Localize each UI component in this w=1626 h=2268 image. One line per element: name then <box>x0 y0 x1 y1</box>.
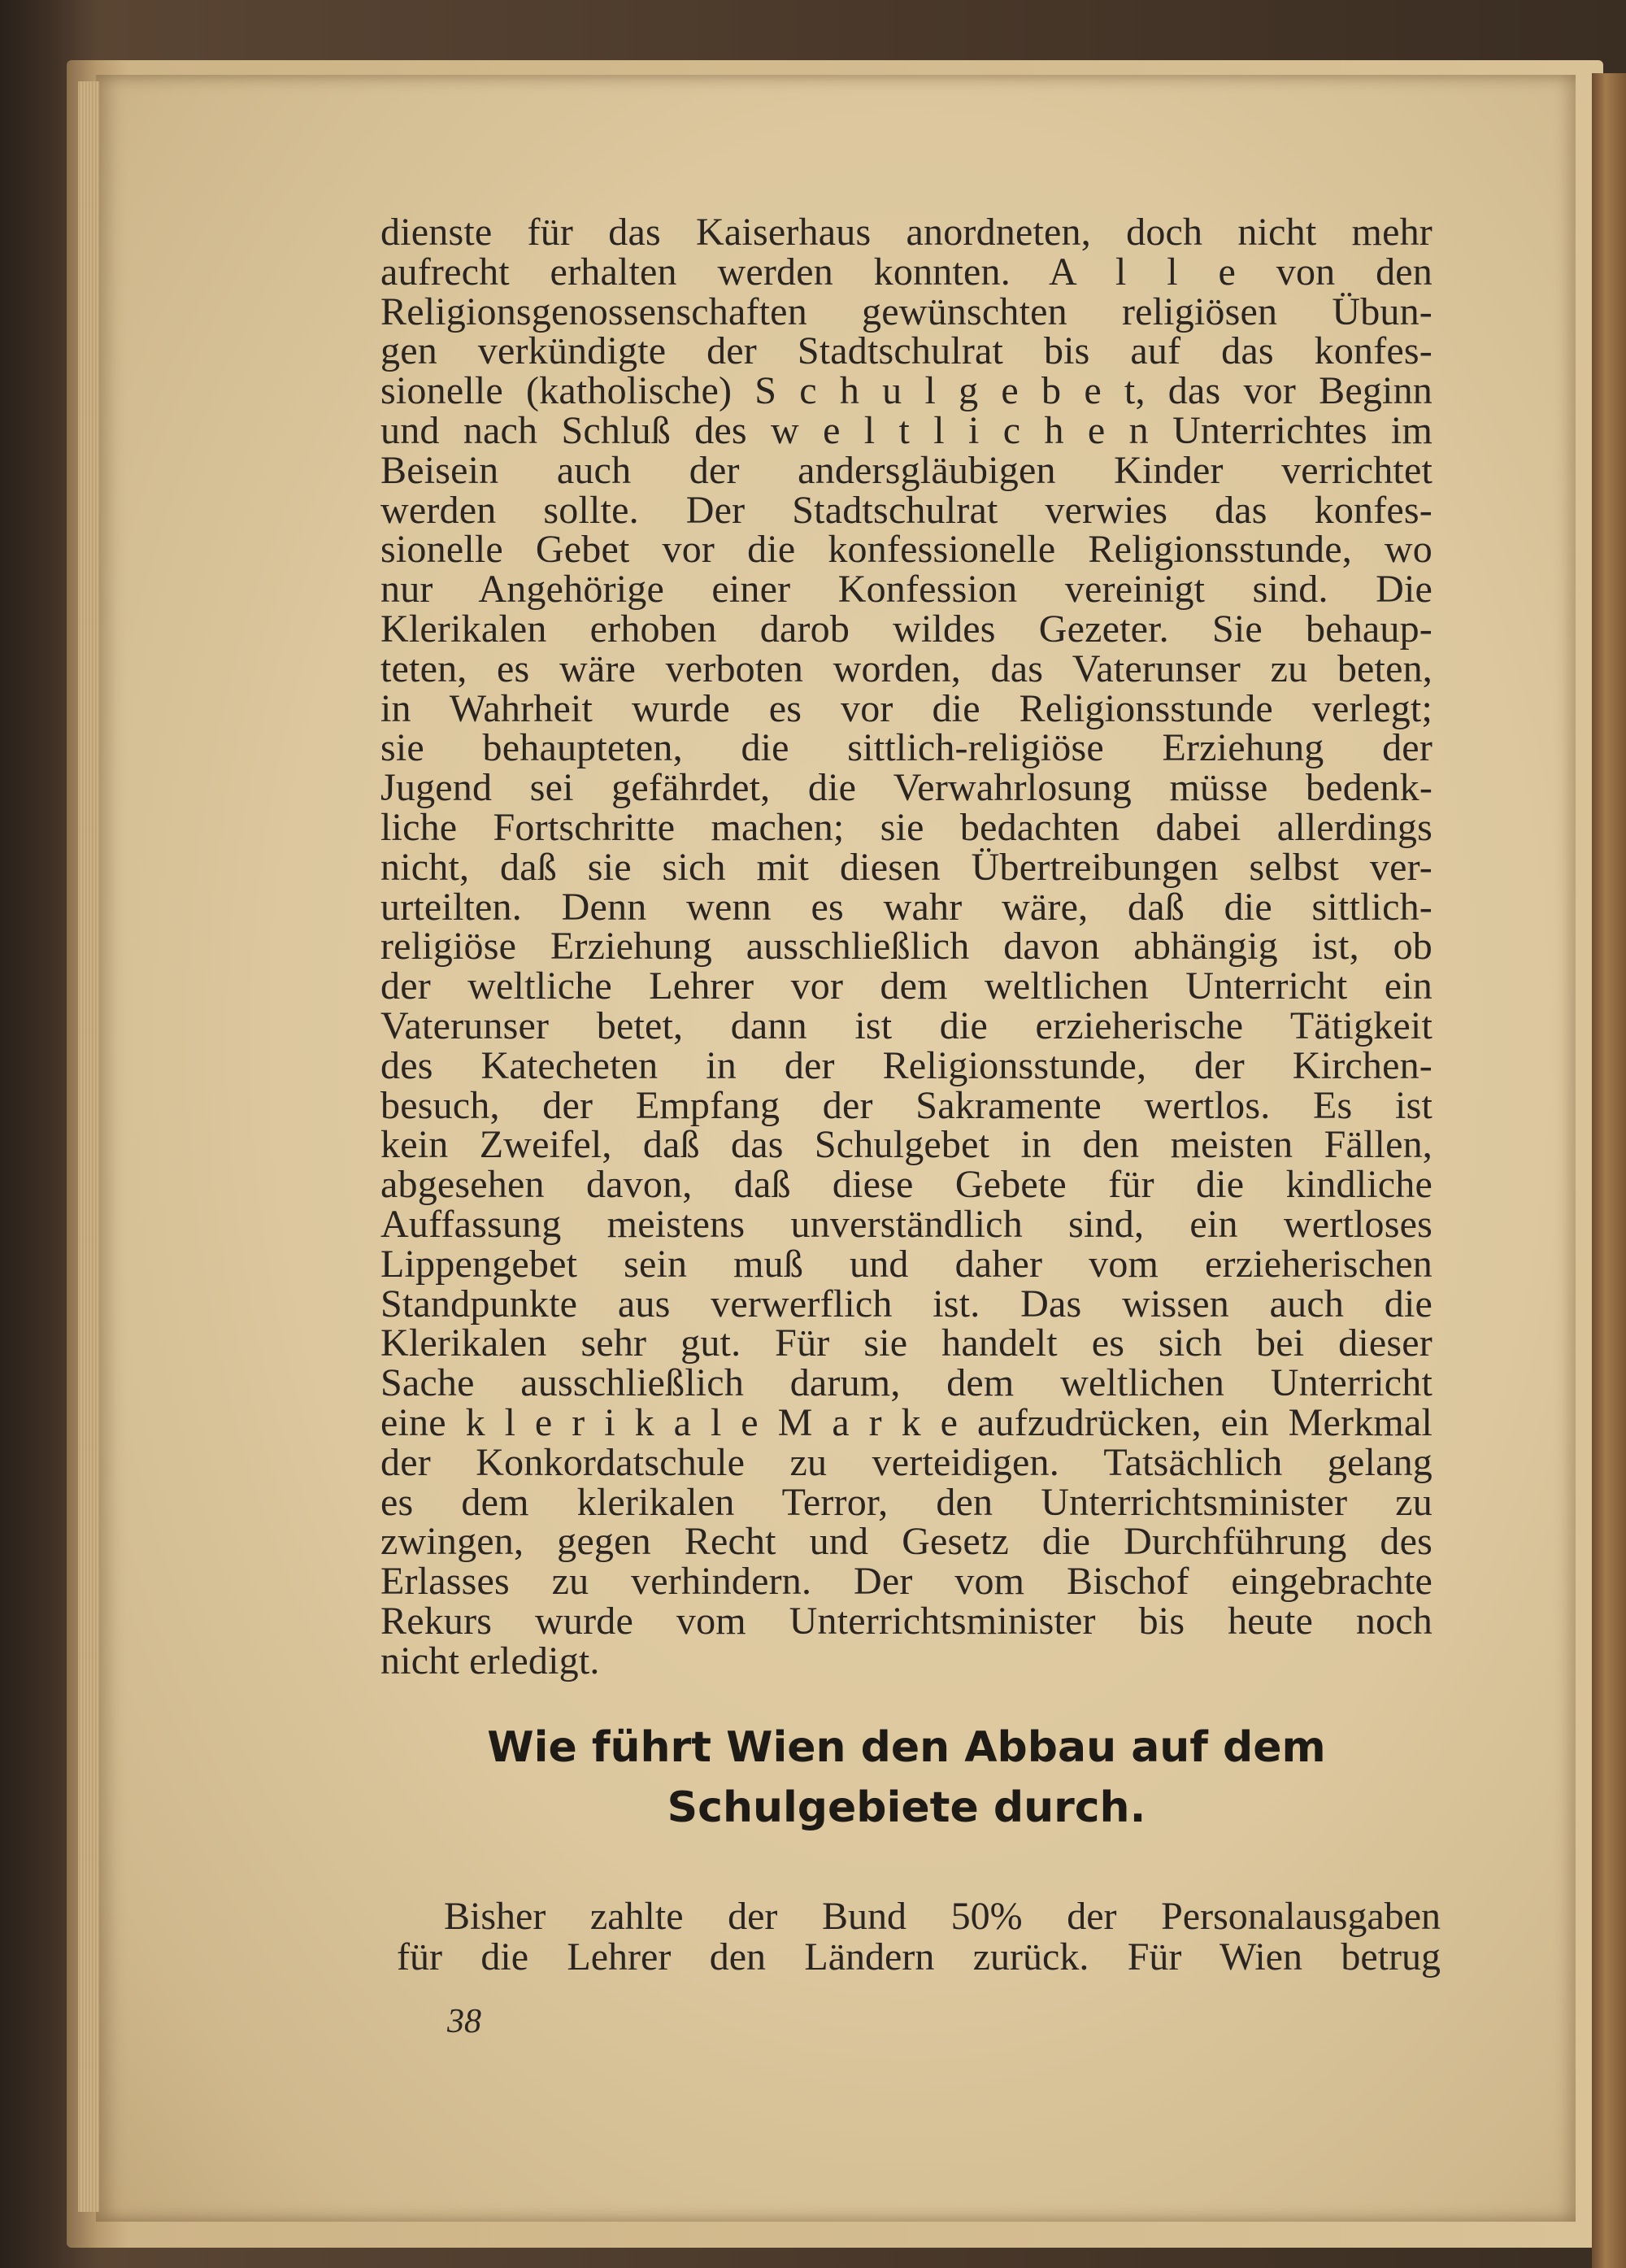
text-line: Beisein auch der andersgläubigen Kinder verrichtet <box>380 448 1433 492</box>
text-line: der weltliche Lehrer vor dem weltlichen Unterricht ein <box>380 964 1433 1008</box>
heading-line: Wie führt Wien den Abbau auf dem <box>487 1723 1326 1772</box>
text-line: Klerikalen erhoben darob wildes Gezeter. Sie behaup- <box>380 607 1433 651</box>
book-spine-edge <box>1592 73 1626 2268</box>
text-line: Lippengebet sein muß und daher vom erzieherischen <box>380 1242 1433 1286</box>
text-line: liche Fortschritte machen; sie bedachten dabei allerdings <box>380 805 1433 849</box>
text-line: Sache ausschließlich darum, dem weltlichen Unterricht <box>380 1361 1433 1405</box>
text-line: aufrecht erhalten werden konnten. A l l e von den <box>380 250 1433 294</box>
text-line: Jugend sei gefährdet, die Verwahrlosung müsse bedenk- <box>380 766 1433 810</box>
text-line: Standpunkte aus verwerflich ist. Das wissen auch die <box>380 1282 1433 1326</box>
text-line: Auffassung meistens unverständlich sind, ein wertloses <box>380 1202 1433 1246</box>
text-line: es dem klerikalen Terror, den Unterrichtsminister zu <box>380 1480 1433 1524</box>
text-line: Erlasses zu verhindern. Der vom Bischof eingebrachte <box>380 1560 1433 1604</box>
text-line: des Katecheten in der Religionsstunde, der Kirchen- <box>380 1043 1433 1087</box>
text-line: in Wahrheit wurde es vor die Religionsstunde verlegt; <box>380 686 1433 730</box>
text-line: kein Zweifel, daß das Schulgebet in den meisten Fällen, <box>380 1123 1433 1167</box>
text-line: religiöse Erziehung ausschließlich davon abhängig ist, ob <box>380 925 1433 969</box>
text-line: sionelle (katholische) S c h u l g e b e t, das vor Beginn <box>380 369 1433 413</box>
text-line: nur Angehörige einer Konfession vereinigt sind. Die <box>380 568 1433 612</box>
body-paragraph <box>380 213 1433 1681</box>
text-line: Bisher zahlte der Bund 50% der Personalausgaben <box>444 1895 1441 1938</box>
text-line: werden sollte. Der Stadtschulrat verwies das konfes- <box>380 488 1433 532</box>
text-line: Vaterunser betet, dann ist die erzieherische Tätigkeit <box>380 1003 1433 1047</box>
text-line: teten, es wäre verboten worden, das Vaterunser zu beten, <box>380 646 1433 690</box>
text-line: zwingen, gegen Recht und Gesetz die Durchführung des <box>380 1520 1433 1564</box>
page-edge-stack <box>78 81 99 2212</box>
text-line: nicht, daß sie sich mit diesen Übertreibungen selbst ver- <box>380 845 1433 889</box>
text-line: und nach Schluß des w e l t l i c h e n Unterrichtes im <box>380 408 1433 452</box>
text-line: nicht erledigt. <box>380 1639 600 1682</box>
text-line: urteilten. Denn wenn es wahr wäre, daß die sittlich- <box>380 885 1433 929</box>
text-line: für die Lehrer den Ländern zurück. Für Wien betrug <box>397 1935 1441 1979</box>
page-number: 38 <box>447 2003 481 2040</box>
text-line: abgesehen davon, daß diese Gebete für die kindliche <box>380 1163 1433 1207</box>
text-line: Klerikalen sehr gut. Für sie handelt es sich bei dieser <box>380 1321 1433 1365</box>
heading-line: Schulgebiete durch. <box>667 1783 1146 1832</box>
text-line: Religionsgenossenschaften gewünschten religiösen Übun- <box>380 289 1433 333</box>
text-line: gen verkündigte der Stadtschulrat bis auf das konfes- <box>380 329 1433 373</box>
text-line: der Konkordatschule zu verteidigen. Tatsächlich gelang <box>380 1440 1433 1484</box>
second-paragraph <box>397 1896 1441 1978</box>
text-line: sionelle Gebet vor die konfessionelle Religionsstunde, wo <box>380 528 1433 572</box>
text-line: sie behaupteten, die sittlich-religiöse Erziehung der <box>380 726 1433 770</box>
text-line: besuch, der Empfang der Sakramente wertlos. Es ist <box>380 1083 1433 1127</box>
text-line: Rekurs wurde vom Unterrichtsminister bis heute noch <box>380 1599 1433 1643</box>
section-heading <box>380 1717 1433 1838</box>
text-line: eine k l e r i k a l e M a r k e aufzudrücken, ein Merkmal <box>380 1400 1433 1444</box>
text-line: dienste für das Kaiserhaus anordneten, doch nicht mehr <box>380 211 1433 254</box>
